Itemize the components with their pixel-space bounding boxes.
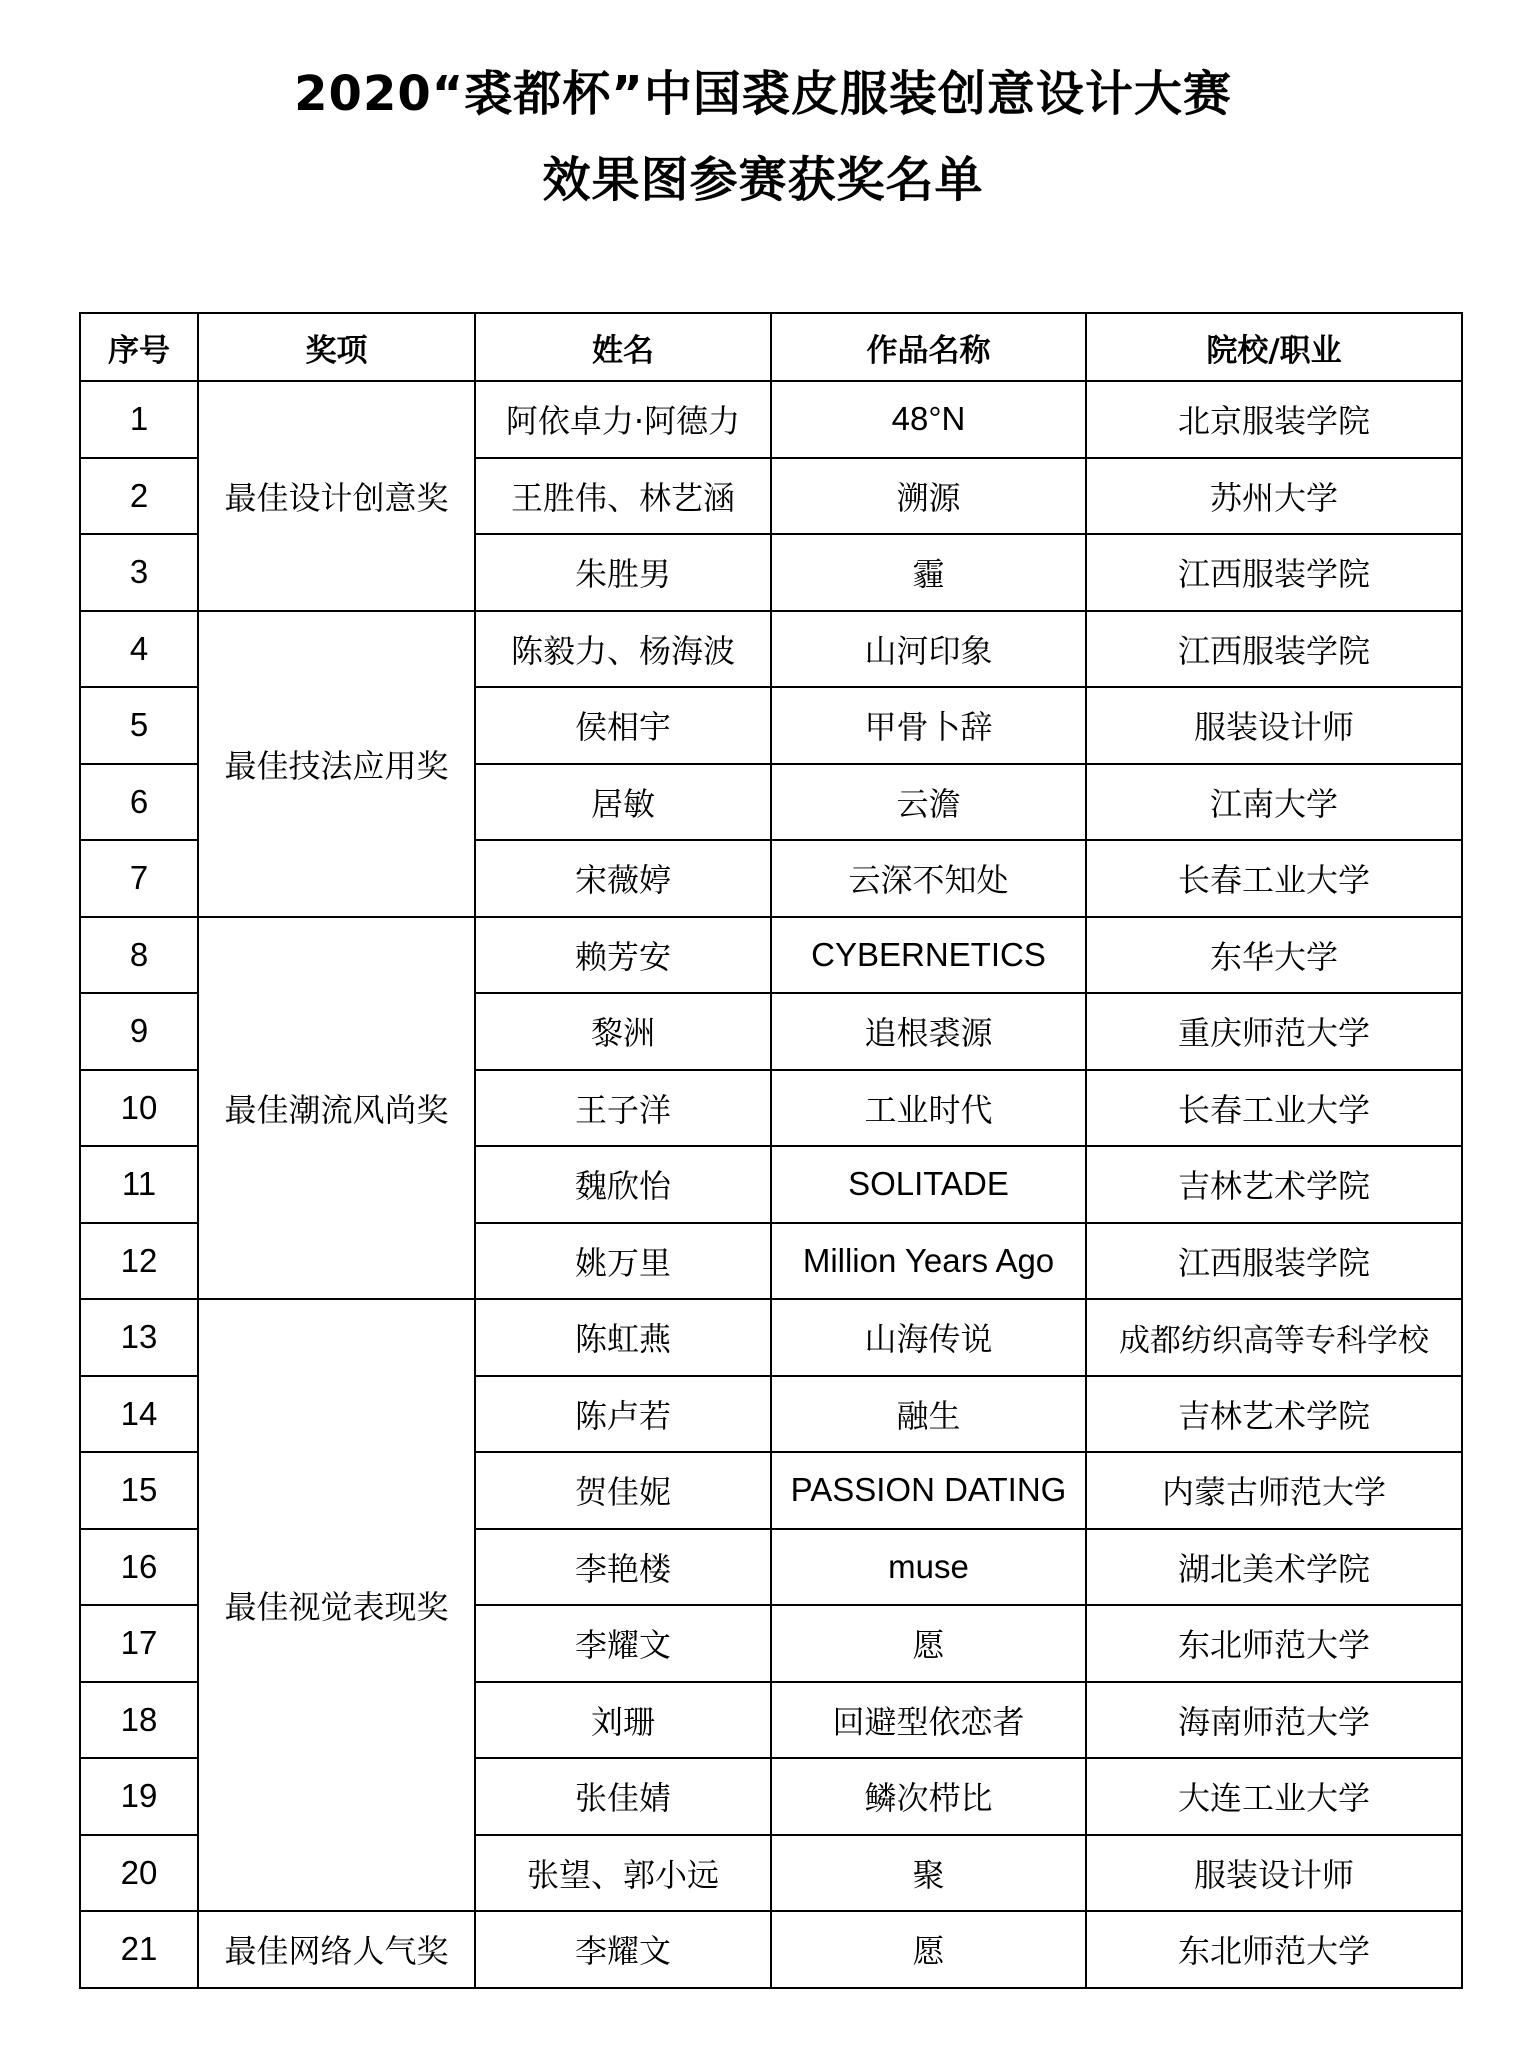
cell-index: 11 — [80, 1146, 198, 1223]
cell-work: 霾 — [771, 534, 1086, 611]
cell-name: 黎洲 — [475, 993, 771, 1070]
awards-table — [79, 312, 1463, 1989]
cell-index: 13 — [80, 1299, 198, 1376]
header-name: 姓名 — [475, 313, 771, 381]
cell-name: 王子洋 — [475, 1070, 771, 1147]
cell-index: 7 — [80, 840, 198, 917]
cell-index: 4 — [80, 611, 198, 688]
cell-school: 大连工业大学 — [1086, 1758, 1462, 1835]
cell-school: 吉林艺术学院 — [1086, 1146, 1462, 1223]
cell-work: 溯源 — [771, 458, 1086, 535]
cell-school: 湖北美术学院 — [1086, 1529, 1462, 1606]
cell-name: 陈毅力、杨海波 — [475, 611, 771, 688]
cell-name: 朱胜男 — [475, 534, 771, 611]
cell-work: 聚 — [771, 1835, 1086, 1912]
cell-name: 居敏 — [475, 764, 771, 841]
cell-school: 成都纺织高等专科学校 — [1086, 1299, 1462, 1376]
table-row — [80, 1299, 1462, 1376]
cell-name: 宋薇婷 — [475, 840, 771, 917]
header-index: 序号 — [80, 313, 198, 381]
cell-index: 2 — [80, 458, 198, 535]
cell-index: 6 — [80, 764, 198, 841]
cell-school: 东华大学 — [1086, 917, 1462, 994]
cell-school: 江南大学 — [1086, 764, 1462, 841]
document-subtitle: 效果图参赛获奖名单 — [542, 152, 984, 208]
cell-work: 愿 — [771, 1911, 1086, 1988]
table-row — [80, 917, 1462, 994]
cell-name: 张望、郭小远 — [475, 1835, 771, 1912]
cell-school: 东北师范大学 — [1086, 1911, 1462, 1988]
cell-index: 14 — [80, 1376, 198, 1453]
cell-work: 山海传说 — [771, 1299, 1086, 1376]
cell-school: 服装设计师 — [1086, 687, 1462, 764]
cell-school: 江西服装学院 — [1086, 1223, 1462, 1300]
cell-name: 李耀文 — [475, 1911, 771, 1988]
cell-work: 融生 — [771, 1376, 1086, 1453]
cell-index: 12 — [80, 1223, 198, 1300]
cell-prize: 最佳技法应用奖 — [198, 611, 475, 917]
cell-name: 魏欣怡 — [475, 1146, 771, 1223]
cell-work: 山河印象 — [771, 611, 1086, 688]
cell-school: 重庆师范大学 — [1086, 993, 1462, 1070]
cell-prize: 最佳网络人气奖 — [198, 1911, 475, 1988]
cell-school: 吉林艺术学院 — [1086, 1376, 1462, 1453]
cell-work: muse — [771, 1529, 1086, 1606]
table-row — [80, 1911, 1462, 1988]
cell-index: 19 — [80, 1758, 198, 1835]
cell-index: 5 — [80, 687, 198, 764]
cell-work: 云深不知处 — [771, 840, 1086, 917]
table-row — [80, 381, 1462, 458]
cell-school: 内蒙古师范大学 — [1086, 1452, 1462, 1529]
cell-index: 17 — [80, 1605, 198, 1682]
cell-index: 15 — [80, 1452, 198, 1529]
cell-index: 21 — [80, 1911, 198, 1988]
table-row — [80, 611, 1462, 688]
cell-school: 江西服装学院 — [1086, 534, 1462, 611]
cell-prize: 最佳视觉表现奖 — [198, 1299, 475, 1911]
cell-index: 9 — [80, 993, 198, 1070]
cell-name: 贺佳妮 — [475, 1452, 771, 1529]
cell-name: 李艳楼 — [475, 1529, 771, 1606]
cell-index: 16 — [80, 1529, 198, 1606]
cell-name: 侯相宇 — [475, 687, 771, 764]
header-work: 作品名称 — [771, 313, 1086, 381]
cell-work: SOLITADE — [771, 1146, 1086, 1223]
cell-work: 鳞次栉比 — [771, 1758, 1086, 1835]
cell-name: 张佳婧 — [475, 1758, 771, 1835]
cell-name: 阿依卓力·阿德力 — [475, 381, 771, 458]
cell-school: 服装设计师 — [1086, 1835, 1462, 1912]
cell-school: 长春工业大学 — [1086, 1070, 1462, 1147]
cell-school: 东北师范大学 — [1086, 1605, 1462, 1682]
cell-school: 海南师范大学 — [1086, 1682, 1462, 1759]
cell-name: 刘珊 — [475, 1682, 771, 1759]
document-title: 2020“裘都杯”中国裘皮服装创意设计大赛 — [294, 66, 1232, 122]
cell-name: 姚万里 — [475, 1223, 771, 1300]
cell-work: 回避型依恋者 — [771, 1682, 1086, 1759]
cell-work: 追根裘源 — [771, 993, 1086, 1070]
cell-work: 工业时代 — [771, 1070, 1086, 1147]
cell-index: 18 — [80, 1682, 198, 1759]
cell-prize: 最佳潮流风尚奖 — [198, 917, 475, 1300]
cell-work: 48°N — [771, 381, 1086, 458]
header-school: 院校/职业 — [1086, 313, 1462, 381]
header-prize: 奖项 — [198, 313, 475, 381]
cell-name: 陈卢若 — [475, 1376, 771, 1453]
cell-school: 长春工业大学 — [1086, 840, 1462, 917]
cell-work: PASSION DATING — [771, 1452, 1086, 1529]
cell-school: 北京服装学院 — [1086, 381, 1462, 458]
cell-name: 陈虹燕 — [475, 1299, 771, 1376]
cell-index: 10 — [80, 1070, 198, 1147]
cell-index: 8 — [80, 917, 198, 994]
cell-prize: 最佳设计创意奖 — [198, 381, 475, 611]
cell-index: 3 — [80, 534, 198, 611]
cell-work: 甲骨卜辞 — [771, 687, 1086, 764]
cell-school: 江西服装学院 — [1086, 611, 1462, 688]
cell-work: CYBERNETICS — [771, 917, 1086, 994]
cell-name: 李耀文 — [475, 1605, 771, 1682]
cell-index: 1 — [80, 381, 198, 458]
table-header-row — [80, 313, 1462, 381]
cell-work: Million Years Ago — [771, 1223, 1086, 1300]
cell-name: 王胜伟、林艺涵 — [475, 458, 771, 535]
cell-work: 云澹 — [771, 764, 1086, 841]
cell-name: 赖芳安 — [475, 917, 771, 994]
cell-work: 愿 — [771, 1605, 1086, 1682]
cell-school: 苏州大学 — [1086, 458, 1462, 535]
cell-index: 20 — [80, 1835, 198, 1912]
